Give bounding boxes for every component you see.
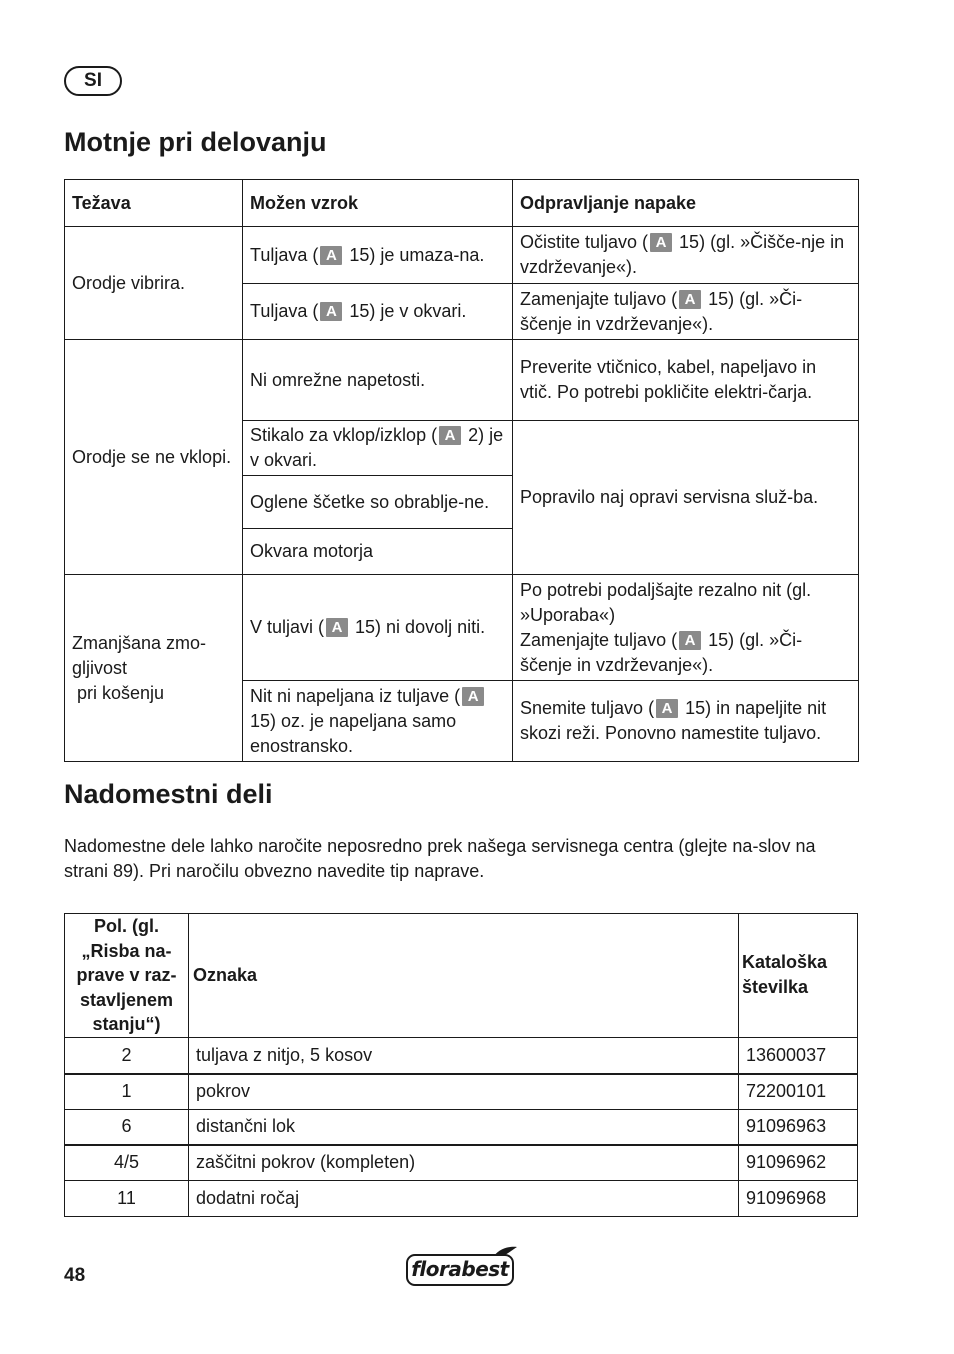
figure-a-badge: A — [462, 687, 484, 706]
part-catalog-number: 72200101 — [739, 1074, 858, 1109]
table-row — [65, 227, 859, 284]
problem-cell: Zmanjšana zmo- gljivost pri košenju — [65, 575, 243, 762]
brand-logo — [406, 1246, 518, 1288]
solution-cell: Očistite tuljavo ( A 15) (gl. »Čišče-nje in vzdrževanje«). — [513, 227, 859, 284]
part-name: distančni lok — [189, 1109, 739, 1145]
figure-a-badge: A — [656, 699, 678, 718]
problem-cell: Orodje se ne vklopi. — [65, 340, 243, 575]
spare-parts-table — [64, 913, 858, 1217]
brand-logo-text: florabest — [406, 1254, 514, 1286]
part-name: zaščitni pokrov (kompleten) — [189, 1145, 739, 1180]
table-row — [65, 1180, 858, 1216]
table-row — [65, 575, 859, 681]
part-name: dodatni ročaj — [189, 1180, 739, 1216]
part-name: pokrov — [189, 1074, 739, 1109]
figure-a-badge: A — [679, 290, 701, 309]
cause-cell: V tuljavi ( A 15) ni dovolj niti. — [243, 575, 513, 681]
spare-parts-intro: Nadomestne dele lahko naročite neposredno prek našega servisnega centra (glejte na-slov na strani 89). Pri naročilu obvezno navedite tip naprave. — [64, 836, 816, 881]
cause-cell: Nit ni napeljana iz tuljave ( A 15) oz. je napeljana samo enostransko. — [243, 681, 513, 762]
solution-cell: Preverite vtičnico, kabel, napeljavo in vtič. Po potrebi pokličite elektri-čarja. — [513, 340, 859, 421]
cause-cell: Stikalo za vklop/izklop ( A 2) je v okvari. — [243, 421, 513, 476]
part-catalog-number: 13600037 — [739, 1037, 858, 1074]
figure-a-badge: A — [326, 618, 348, 637]
problem-cell: Orodje vibrira. — [65, 227, 243, 340]
cause-cell: Oglene ščetke so obrablje-ne. — [243, 476, 513, 529]
solution-cell: Snemite tuljavo ( A 15) in napeljite nit skozi reži. Ponovno namestite tuljavo. — [513, 681, 859, 762]
table-row — [65, 1074, 858, 1109]
section-title-spare-parts: Nadomestni deli — [64, 779, 273, 809]
solution-cell: Zamenjajte tuljavo ( A 15) (gl. »Či-ščenje in vzdrževanje«). — [513, 284, 859, 340]
troubleshooting-table — [64, 179, 859, 762]
table-row — [65, 1037, 858, 1074]
column-header: Možen vzrok — [243, 180, 513, 227]
table-header-row — [65, 914, 858, 1038]
table-header-row — [65, 180, 859, 227]
table-row — [65, 340, 859, 421]
solution-cell: Popravilo naj opravi servisna služ-ba. — [513, 421, 859, 575]
cause-cell: Ni omrežne napetosti. — [243, 340, 513, 421]
section-title-troubleshooting: Motnje pri delovanju — [64, 127, 327, 157]
part-catalog-number: 91096962 — [739, 1145, 858, 1180]
column-header-position: Pol. (gl. „Risba na-prave v raz-stavljenem stanju“) — [65, 914, 189, 1038]
figure-a-badge: A — [650, 233, 672, 252]
part-position: 2 — [65, 1037, 189, 1074]
part-name: tuljava z nitjo, 5 kosov — [189, 1037, 739, 1074]
figure-a-badge: A — [320, 302, 342, 321]
language-badge: SI — [64, 66, 122, 96]
figure-a-badge: A — [320, 246, 342, 265]
solution-cell: Po potrebi podaljšajte rezalno nit (gl. »Uporaba«) Zamenjajte tuljavo ( A 15) (gl. »Či-ščenje in vzdrževanje«). — [513, 575, 859, 681]
part-position: 1 — [65, 1074, 189, 1109]
column-header: Odpravljanje napake — [513, 180, 859, 227]
part-position: 4/5 — [65, 1145, 189, 1180]
part-catalog-number: 91096963 — [739, 1109, 858, 1145]
page-number: 48 — [64, 1265, 86, 1286]
table-row — [65, 1145, 858, 1180]
part-position: 6 — [65, 1109, 189, 1145]
column-header-name: Oznaka — [189, 914, 739, 1038]
cause-cell: Tuljava ( A 15) je umaza-na. — [243, 227, 513, 284]
cause-cell: Tuljava ( A 15) je v okvari. — [243, 284, 513, 340]
column-header: Težava — [65, 180, 243, 227]
part-position: 11 — [65, 1180, 189, 1216]
table-row — [65, 1109, 858, 1145]
part-catalog-number: 91096968 — [739, 1180, 858, 1216]
cause-cell: Okvara motorja — [243, 529, 513, 575]
figure-a-badge: A — [439, 426, 461, 445]
figure-a-badge: A — [679, 631, 701, 650]
column-header-catalog: Kataloška številka — [739, 914, 858, 1038]
